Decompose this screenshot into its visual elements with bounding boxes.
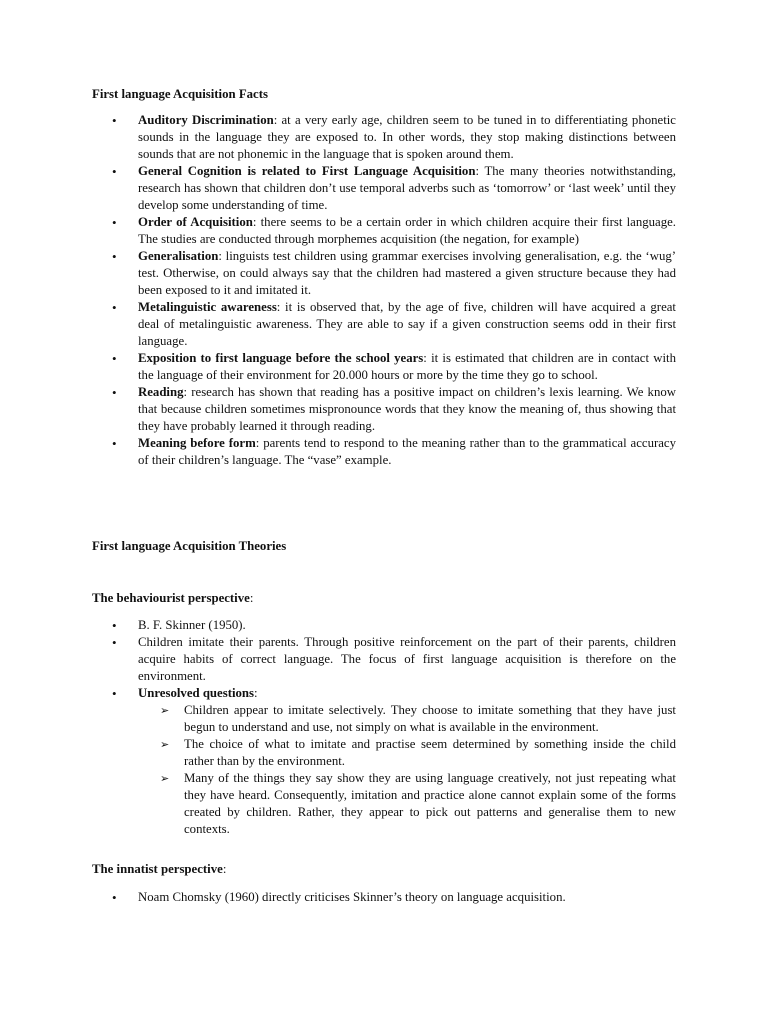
item-term: Generalisation [138, 249, 219, 263]
item-term: Order of Acquisition [138, 215, 253, 229]
behaviourist-heading [92, 590, 253, 607]
sub-list-item: ➢ Many of the things they say show they are using language creatively, not just repeating what they have heard. Consequently, imitation and practice alone cannot explain some of the forms created by children. Rather, they appear to pick out patterns and generalise them to new contexts. [138, 770, 676, 838]
item-term: Metalinguistic awareness [138, 300, 277, 314]
theories-heading: First language Acquisition Theories [92, 539, 287, 553]
behaviourist-heading-colon: : [249, 591, 254, 605]
unresolved-term: Unresolved questions [138, 686, 255, 700]
item-text: : research has shown that reading has a positive impact on children’s lexis learning. We know that because children sometimes mispronounce words that they know the meaning of, thus showing that they have probably learned it through reading. [138, 385, 676, 433]
behaviourist-heading-text: The behaviourist perspective [92, 591, 250, 605]
innatist-heading-colon: : [222, 862, 227, 876]
item-text: : The many theories notwithstanding, research has shown that children don’t use temporal adverbs such as ‘tomorrow’ or ‘last week’ until they develop some understanding of time. [138, 164, 676, 212]
behaviourist-list [92, 617, 676, 838]
list-item [92, 299, 676, 350]
list-item [92, 214, 676, 248]
list-item: • B. F. Skinner (1950). [92, 617, 676, 634]
item-text: : linguists test children using grammar exercises involving generalisation, e.g. the ‘wug’ test. Otherwise, on could always say that the children had mastered a given structure because they had been exposed to it and imitated it. [138, 249, 676, 297]
item-term: Meaning before form [138, 436, 256, 450]
list-item [92, 112, 676, 163]
list-item [92, 163, 676, 214]
item-text: : it is estimated that children are in contact with the language of their environment for 20.000 hours or more by the time they go to school. [138, 351, 676, 382]
unresolved-colon: : [254, 686, 258, 700]
innatist-heading-text: The innatist perspective [92, 862, 223, 876]
item-text: : parents tend to respond to the meaning rather than to the grammatical accuracy of their children’s language. The “vase” example. [138, 436, 676, 467]
list-item [92, 350, 676, 384]
unresolved-sublist [138, 702, 676, 838]
item-term: Reading [138, 385, 184, 399]
item-term: Auditory Discrimination [138, 113, 274, 127]
list-item [92, 248, 676, 299]
item-text: : at a very early age, children seem to be tuned in to differentiating phonetic sounds in the language they are exposed to. In other words, they stop making distinctions between sounds that are not phonemic in the language that is spoken around them. [138, 113, 676, 161]
list-item [92, 685, 676, 838]
list-item [92, 384, 676, 435]
list-item: • Noam Chomsky (1960) directly criticises Skinner’s theory on language acquisition. [92, 889, 676, 906]
item-text: : there seems to be a certain order in which children acquire their first language. The studies are conducted through morphemes acquisition (the negation, for example) [138, 215, 676, 246]
sub-list-item: ➢ Children appear to imitate selectively. They choose to imitate something that they have just begun to understand and use, not simply on what is available in the environment. [138, 702, 676, 736]
item-text: : it is observed that, by the age of five, children will have acquired a great deal of metalinguistic awareness. They are able to say if a given construction seems odd in their first language. [138, 300, 676, 348]
innatist-list [92, 889, 676, 906]
list-item [92, 435, 676, 469]
facts-heading: First language Acquisition Facts [92, 87, 268, 101]
list-item: • Children imitate their parents. Through positive reinforcement on the part of their parents, children acquire habits of correct language. The focus of first language acquisition is therefore on the environment. [92, 634, 676, 685]
sub-list-item: ➢ The choice of what to imitate and practise seem determined by something inside the child rather than by the environment. [138, 736, 676, 770]
innatist-heading [92, 861, 226, 878]
facts-list [92, 112, 676, 469]
item-term: General Cognition is related to First Language Acquisition [138, 164, 476, 178]
item-term: Exposition to first language before the school years [138, 351, 424, 365]
